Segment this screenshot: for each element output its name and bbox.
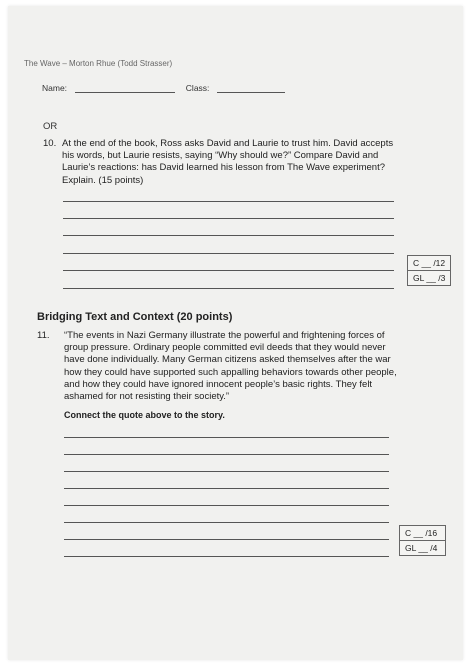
content-score: C __ /16 bbox=[405, 528, 438, 538]
question-11-number: 11. bbox=[37, 330, 50, 341]
answer-line[interactable] bbox=[63, 253, 394, 254]
question-11-line: have done individually. Many German citizens asked themselves after the war bbox=[64, 354, 391, 366]
name-blank-line[interactable] bbox=[75, 83, 175, 93]
section-title: Bridging Text and Context (20 points) bbox=[37, 311, 233, 323]
question-11-score-box bbox=[399, 525, 446, 556]
answer-line[interactable] bbox=[63, 270, 394, 271]
question-10-line: Laurie’s reactions: has David learned his lesson from The Wave experiment? bbox=[62, 162, 385, 174]
answer-line[interactable] bbox=[64, 556, 389, 557]
answer-line[interactable] bbox=[63, 288, 394, 289]
answer-line[interactable] bbox=[64, 522, 389, 523]
question-10-number: 10. bbox=[43, 138, 57, 149]
class-label: Class: bbox=[185, 83, 210, 93]
grammar-language-score: GL __ /3 bbox=[408, 270, 450, 285]
question-11-line: “The events in Nazi Germany illustrate the powerful and frightening forces of bbox=[64, 330, 385, 341]
answer-line[interactable] bbox=[63, 218, 394, 219]
content-score: C __ /12 bbox=[413, 258, 446, 268]
document-header-title: The Wave – Morton Rhue (Todd Strasser) bbox=[24, 59, 173, 68]
answer-line[interactable] bbox=[64, 488, 389, 489]
grammar-language-score: GL __ /4 bbox=[400, 540, 445, 555]
answer-line[interactable] bbox=[63, 201, 394, 202]
question-11-line: ashamed for not resisting their society.” bbox=[64, 391, 230, 403]
question-10-score-box bbox=[407, 255, 451, 286]
question-10-line: Explain. (15 points) bbox=[62, 174, 144, 186]
question-11-quote bbox=[64, 330, 397, 403]
answer-line[interactable] bbox=[64, 505, 389, 506]
class-blank-line[interactable] bbox=[217, 83, 285, 93]
answer-line[interactable] bbox=[64, 471, 389, 472]
question-10-line: his words, but Laurie resists, saying “Why should we?” Compare David and bbox=[62, 150, 379, 162]
answer-line[interactable] bbox=[64, 437, 389, 438]
answer-line[interactable] bbox=[63, 235, 394, 236]
answer-line[interactable] bbox=[64, 454, 389, 455]
question-11-line: how they could have supported such appalling behaviors towards other people, bbox=[64, 366, 397, 378]
or-label: OR bbox=[43, 121, 58, 132]
name-label: Name: bbox=[42, 83, 68, 93]
question-11-prompt: Connect the quote above to the story. bbox=[64, 410, 225, 420]
answer-line[interactable] bbox=[64, 539, 389, 540]
question-10-text bbox=[62, 138, 393, 187]
name-class-row bbox=[42, 83, 285, 93]
question-11-line: and how they could have ignored innocent people’s basic rights. They felt bbox=[64, 378, 373, 390]
question-11-line: group pressure. Ordinary people committed evil deeds that they would never bbox=[64, 342, 386, 354]
question-10-line: At the end of the book, Ross asks David and Laurie to trust him. David accepts bbox=[62, 138, 394, 149]
